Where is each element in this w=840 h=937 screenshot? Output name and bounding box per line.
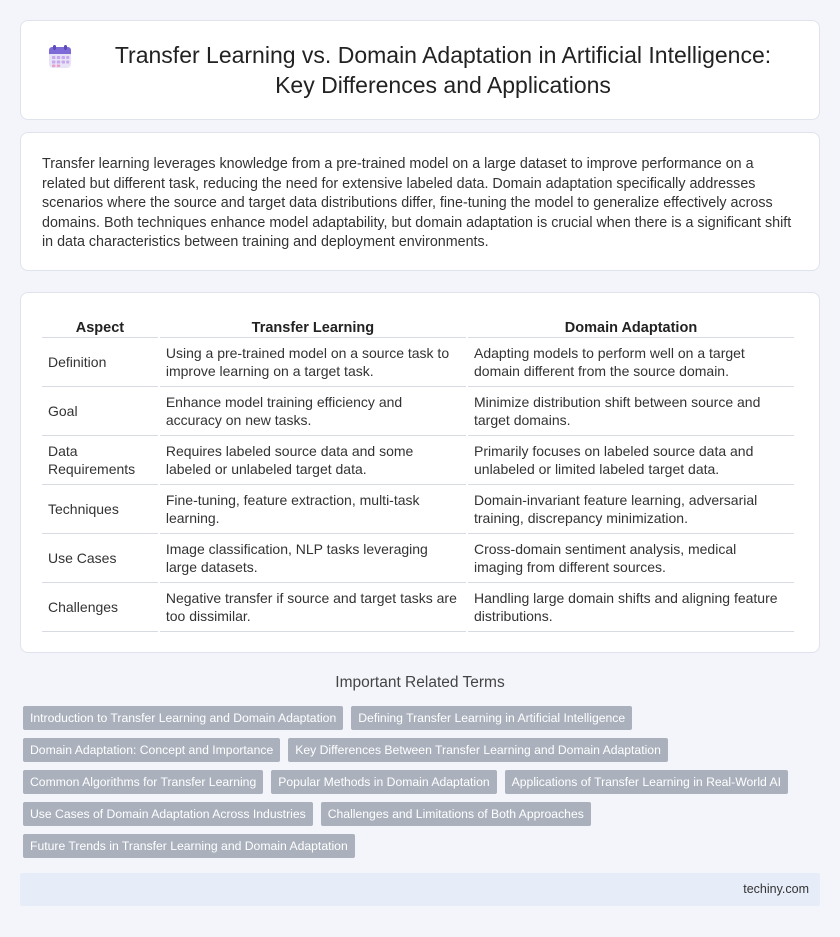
title-card — [20, 20, 820, 120]
row-transfer-learning: Enhance model training efficiency and accuracy on new tasks. — [160, 387, 466, 436]
related-terms-heading: Important Related Terms — [335, 674, 505, 691]
table-row — [42, 436, 794, 485]
intro-card — [20, 132, 820, 271]
related-term-link[interactable]: Common Algorithms for Transfer Learning — [23, 770, 263, 794]
table-row — [42, 534, 794, 583]
table-row — [42, 583, 794, 632]
row-domain-adaptation: Cross-domain sentiment analysis, medical imaging from different sources. — [468, 534, 794, 583]
comparison-table — [40, 312, 796, 632]
row-transfer-learning: Using a pre-trained model on a source task to improve learning on a target task. — [160, 338, 466, 387]
row-aspect: Challenges — [42, 583, 158, 632]
row-domain-adaptation: Primarily focuses on labeled source data and unlabeled or limited labeled target data. — [468, 436, 794, 485]
related-term-link[interactable]: Challenges and Limitations of Both Approaches — [321, 802, 591, 826]
intro-paragraph: Transfer learning leverages knowledge from a pre-trained model on a large dataset to improve performance on a related but different task, reducing the need for extensive labeled data. Domain adaptation specifically addresses scenarios where the source and target data distributions differ, fine-tuning the model to generalize effectively across domains. Both techniques enhance model adaptability, but domain adaptation is crucial when there is a significant shift in data characteristics between training and deployment environments. — [42, 156, 792, 251]
header-transfer-learning: Transfer Learning — [160, 312, 466, 338]
row-aspect: Use Cases — [42, 534, 158, 583]
table-row — [42, 387, 794, 436]
related-term-link[interactable]: Introduction to Transfer Learning and Domain Adaptation — [23, 706, 343, 730]
footer — [20, 873, 820, 906]
page-title: Transfer Learning vs. Domain Adaptation in Artificial Intelligence: Key Differences and Applications — [114, 42, 772, 98]
row-domain-adaptation: Domain-invariant feature learning, adversarial training, discrepancy minimization. — [468, 485, 794, 534]
row-domain-adaptation: Adapting models to perform well on a target domain different from the source domain. — [468, 338, 794, 387]
table-row — [42, 485, 794, 534]
row-transfer-learning: Fine-tuning, feature extraction, multi-task learning. — [160, 485, 466, 534]
related-term-link[interactable]: Domain Adaptation: Concept and Importance — [23, 738, 280, 762]
row-transfer-learning: Requires labeled source data and some labeled or unlabeled target data. — [160, 436, 466, 485]
header-aspect: Aspect — [42, 312, 158, 338]
comparison-table-card — [20, 292, 820, 653]
row-aspect: Data Requirements — [42, 436, 158, 485]
related-term-link[interactable]: Applications of Transfer Learning in Real-World AI — [505, 770, 788, 794]
related-term-link[interactable]: Key Differences Between Transfer Learning and Domain Adaptation — [288, 738, 668, 762]
related-term-link[interactable]: Popular Methods in Domain Adaptation — [271, 770, 496, 794]
row-domain-adaptation: Handling large domain shifts and aligning feature distributions. — [468, 583, 794, 632]
row-transfer-learning: Negative transfer if source and target tasks are too dissimilar. — [160, 583, 466, 632]
row-domain-adaptation: Minimize distribution shift between source and target domains. — [468, 387, 794, 436]
related-term-link[interactable]: Use Cases of Domain Adaptation Across Industries — [23, 802, 313, 826]
row-aspect: Techniques — [42, 485, 158, 534]
related-terms-list — [23, 706, 823, 866]
row-transfer-learning: Image classification, NLP tasks leveraging large datasets. — [160, 534, 466, 583]
footer-site-link[interactable]: techiny.com — [743, 882, 809, 896]
row-aspect: Goal — [42, 387, 158, 436]
calendar-icon — [47, 44, 73, 70]
table-row — [42, 338, 794, 387]
related-term-link[interactable]: Defining Transfer Learning in Artificial Intelligence — [351, 706, 632, 730]
row-aspect: Definition — [42, 338, 158, 387]
related-term-link[interactable]: Future Trends in Transfer Learning and Domain Adaptation — [23, 834, 355, 858]
header-domain-adaptation: Domain Adaptation — [468, 312, 794, 338]
table-header-row — [42, 312, 794, 338]
